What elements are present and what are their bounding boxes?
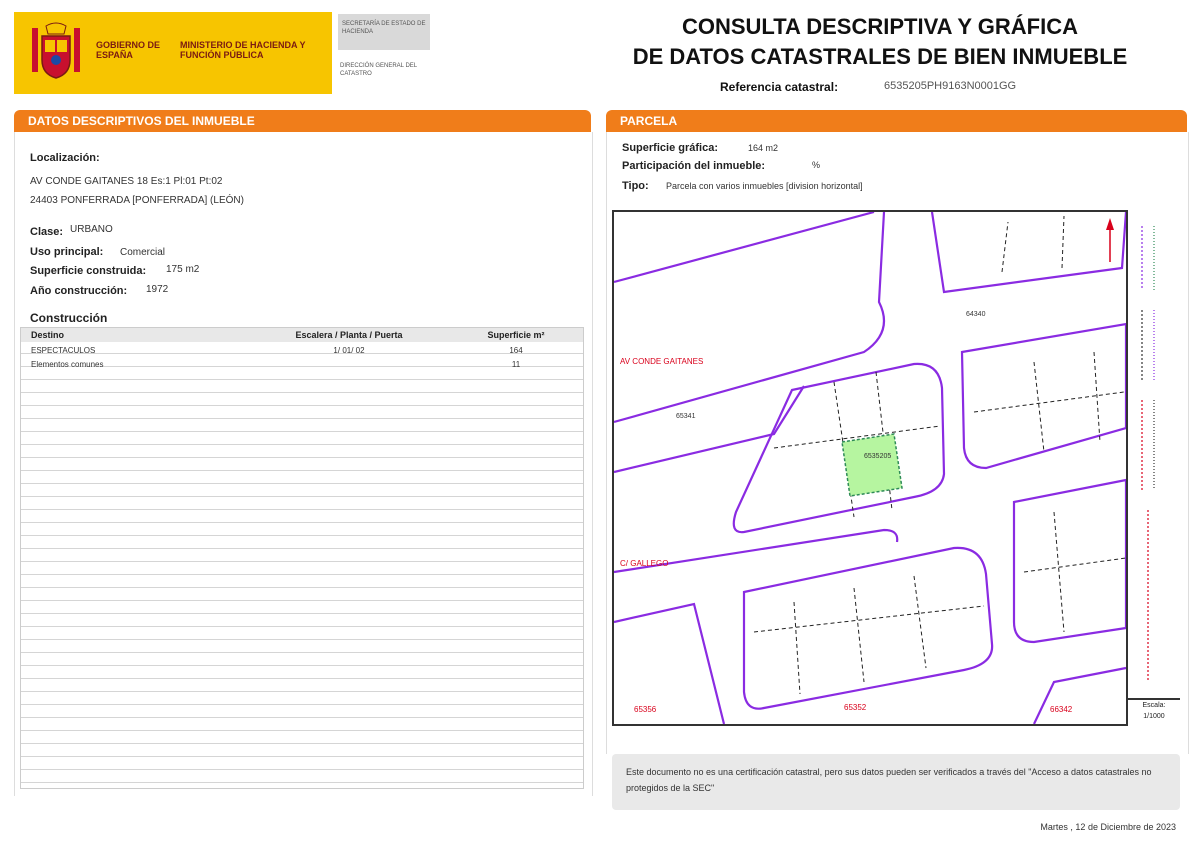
map-drawing <box>614 212 1178 724</box>
uso-label: Uso principal: <box>30 246 104 258</box>
participacion-label: Participación del inmueble: <box>622 160 766 172</box>
header-superficie: Superficie m² <box>487 330 545 340</box>
cell-destino: Elementos comunes <box>31 360 104 369</box>
participacion-value: % <box>812 160 821 170</box>
address-line-2: 24403 PONFERRADA [PONFERRADA] (LEÓN) <box>30 195 244 206</box>
header-destino: Destino <box>31 330 65 340</box>
cadastral-map[interactable] <box>612 210 1180 726</box>
block-label: 65352 <box>844 703 867 712</box>
clase-value: URBANO <box>70 224 113 235</box>
table-row <box>21 358 583 371</box>
highlighted-parcel[interactable] <box>842 434 902 496</box>
superficie-label: Superficie construida: <box>30 265 147 277</box>
localizacion-label: Localización: <box>30 152 100 164</box>
ministry-label: MINISTERIO DE HACIENDA Y FUNCIÓN PÚBLICA <box>180 40 306 60</box>
section-bar-descriptive: DATOS DESCRIPTIVOS DEL INMUEBLE <box>14 110 591 132</box>
cell-superficie: 11 <box>511 360 521 369</box>
block-label: 66342 <box>1050 705 1073 714</box>
block-label: 65356 <box>634 705 657 714</box>
secretariat-label: SECRETARÍA DE ESTADO DE HACIENDA <box>338 14 430 50</box>
section-bar-parcela: PARCELA <box>606 110 1187 132</box>
scale-label: Escala: <box>1142 702 1166 709</box>
legend-drawing <box>1128 210 1178 696</box>
superficie-value: 175 m2 <box>166 264 200 275</box>
construccion-label: Construcción <box>30 311 108 325</box>
street-label: AV CONDE GAITANES <box>620 357 704 366</box>
header-escalera: Escalera / Planta / Puerta <box>295 330 403 340</box>
clase-label: Clase: <box>30 226 64 238</box>
construction-table <box>20 327 584 789</box>
address-line-1: AV CONDE GAITANES 18 Es:1 Pl:01 Pt:02 <box>30 176 223 187</box>
refcat-label: Referencia catastral: <box>720 80 839 94</box>
scale-box <box>1126 698 1180 726</box>
tipo-label: Tipo: <box>622 180 649 192</box>
refcat-value: 6535205PH9163N0001GG <box>884 80 1017 92</box>
anio-value: 1972 <box>146 284 169 295</box>
uso-value: Comercial <box>120 247 166 258</box>
anio-label: Año construcción: <box>30 285 128 297</box>
tipo-value: Parcela con varios inmuebles [division horizontal] <box>666 181 863 191</box>
scale-value: 1/1000 <box>1143 713 1165 720</box>
government-label: GOBIERNO DE ESPAÑA <box>96 40 161 60</box>
issue-date: Martes , 12 de Diciembre de 2023 <box>1040 822 1176 832</box>
title-line-2: DE DATOS CATASTRALES DE BIEN INMUEBLE <box>632 44 1128 69</box>
block-number: 65341 <box>676 413 696 420</box>
cell-escalera: 1/ 01/ 02 <box>333 346 365 355</box>
block-number: 64340 <box>966 311 986 318</box>
cell-destino: ESPECTACULOS <box>31 346 96 355</box>
notice-box: Este documento no es una certificación catastral, pero sus datos pueden ser verificados a través del "Acceso a datos catastrales no protegidos de la SEC" <box>612 754 1180 810</box>
government-logo <box>14 12 332 94</box>
sup-grafica-label: Superficie gráfica: <box>622 142 718 154</box>
cell-superficie: 164 <box>509 346 523 355</box>
table-row <box>21 344 583 357</box>
sup-grafica-value: 164 m2 <box>748 143 779 153</box>
map-legend <box>1126 210 1180 726</box>
table-header <box>21 328 583 342</box>
direction-label: DIRECCIÓN GENERAL DEL CATASTRO <box>340 63 417 77</box>
page-title <box>620 12 1140 72</box>
parcel-code: 6535205 <box>864 453 892 460</box>
coat-of-arms-icon <box>28 22 84 84</box>
street-label: C/ GALLEGO <box>620 559 669 568</box>
title-line-1: CONSULTA DESCRIPTIVA Y GRÁFICA <box>681 14 1079 39</box>
